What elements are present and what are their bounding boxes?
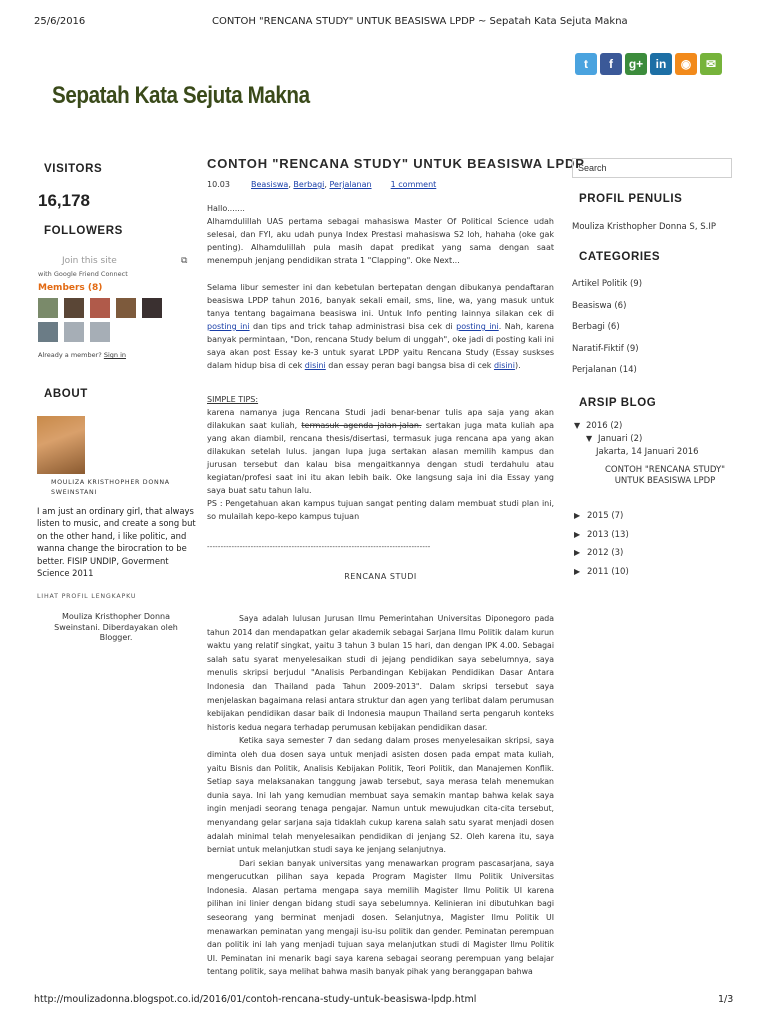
- category-item[interactable]: Beasiswa (6): [572, 300, 627, 311]
- profile-link[interactable]: LIHAT PROFIL LENGKAPKU: [37, 593, 137, 600]
- googleplus-icon[interactable]: g+: [625, 53, 647, 75]
- simple-tips: [207, 393, 554, 523]
- essay-title: RENCANA STUDI: [344, 572, 417, 581]
- post-paragraph: Selama libur semester ini dan kebetulan bertepatan dengan dibukanya pendaftaran beasiswa LPDP tahun 2016, banyak sekali email, sms, line, wa, yang masuk untuk tanya tentang bagaimana beasiswa ini. Untuk Info penting lainnya silakan cek di posting ini dan tips and trick tahap administrasi bisa cek di posting ini. Nah, karena banyak permintaan, "Don, rencana Study belum di unggah", oke jadi di posting kali ini saya akan post Essay ke-3 untuk syarat LPDP yaitu Rencana Study (Essay suskses dalam hidup bisa di cek disini dan essay peran bagi bangsa bisa di cek disini).: [207, 283, 555, 370]
- member-avatar[interactable]: [142, 298, 162, 318]
- post-paragraph: Alhamdulillah UAS pertama sebagai mahasiswa Master Of Political Science udah selesai, dan FYI, aku udah punya Index Prestasi mahasiswa S2 loh, hahaha (oke gak penting). Alhamdulillah pula masih dapat predikat yang sama dengan saat menempuh jenjang pendidikan strata 1 "Clapping". Oke Next...: [207, 217, 554, 265]
- profile-name[interactable]: Mouliza Kristhopher Donna S, S.IP: [572, 222, 716, 232]
- archive-post-link[interactable]: CONTOH "RENCANA STUDY" UNTUK BEASISWA LPDP: [604, 465, 726, 486]
- post-intro: [207, 202, 554, 267]
- disini-link[interactable]: disini: [304, 361, 326, 370]
- category-item[interactable]: Perjalanan (14): [572, 365, 637, 375]
- member-avatar[interactable]: [64, 322, 84, 342]
- comments-link[interactable]: 1 comment: [390, 180, 437, 189]
- search-input[interactable]: [572, 158, 732, 178]
- facebook-icon[interactable]: f: [600, 53, 622, 75]
- essay-paragraph: Saya adalah lulusan Jurusan Ilmu Pemerintahan Universitas Diponegoro pada tahun 2014 dan mendapatkan gelar akademik sebagai Sarjana Ilmu Politik dalam kurun waktu yang relatif singkat, yaitu 3 tahun 3 bulan 15 hari, dan dengan IPK 4.00. Sebagai salah satu syarat menyelesaikan studi di jejang pendidikan saya sebelumnya, saya menulis skripsi berjudul "Analisis Perbandingan Kebijakan Pendidikan Dasar Antara Indonesia dan Thailand pada Tahun 2009-2013". Dalam skripsi tersebut saya menjelaskan bagaimana relasi antara struktur dan agen yang terlibat dalam perumusan kebijakan pendidikan dasar baik di Indonesia maupun Thailand serta pengaruh konteks historis kedua negara terhadap perumusan kebijakan pendidikan dasar.: [207, 614, 554, 732]
- members-label[interactable]: Members (8): [38, 283, 103, 293]
- essay-paragraph: Dari sekian banyak universitas yang menawarkan program pascasarjana, saya mengerucutkan pilihan saya kepada Program Magister Ilmu Politik Universitas Indonesia. Alasan pertama mengapa saya memilih Magister Ilmu Politik UI karena pilihan ini linier dengan bidang studi saya sebelumnya. Kelinieran ini dibutuhkan bagi seseorang yang berminat menjadi dosen. Selanjutnya, Magister Ilmu Politik UI menawarkan peminatan yang mengaji isu-isu politik dan gender. Peminatan perempuan dan politik ini lah yang menjadi tujuan saya melanjutkan studi di Magister Ilmu Politik UI. Peminatan ini menarik bagi saya karena sebagai seorang perempuan yang belajar tentang politik, saya melihat bahwa masih banyak pihak yang beranggapan bahwa: [207, 858, 554, 977]
- followers-heading: FOLLOWERS: [44, 225, 123, 237]
- archive-year[interactable]: ▶ 2013 (13): [574, 529, 629, 540]
- post-hallo: Hallo.......: [207, 204, 245, 213]
- categories-list: [572, 279, 642, 387]
- ps-text: PS : Pengetahuan akan kampus tujuan sangat penting dalam membuat studi plan ini, so mulailah kepo-kepo kampus tujuan: [207, 499, 554, 521]
- collapsed-triangle-icon[interactable]: ▶: [574, 548, 581, 557]
- already-member-text: Already a member?: [38, 351, 102, 359]
- category-item[interactable]: Artikel Politik (9): [572, 279, 643, 289]
- essay-body: [207, 612, 554, 979]
- visitors-heading: VISITORS: [44, 163, 103, 175]
- profile-heading: PROFIL PENULIS: [579, 193, 683, 205]
- member-avatar[interactable]: [90, 322, 110, 342]
- label-link-beasiswa[interactable]: Beasiswa: [251, 180, 289, 189]
- category-item[interactable]: Berbagi (6): [572, 322, 620, 332]
- disini-link[interactable]: disini: [493, 361, 515, 370]
- external-link-icon[interactable]: ⧉: [181, 256, 188, 266]
- collapsed-triangle-icon[interactable]: ▶: [574, 511, 581, 520]
- collapsed-triangle-icon[interactable]: ▶: [574, 529, 581, 539]
- label-link-berbagi[interactable]: Berbagi: [293, 180, 325, 189]
- collapsed-triangle-icon[interactable]: ▶: [574, 566, 581, 576]
- essay-paragraph: Ketika saya semester 7 dan sedang dalam proses menyelesaikan skripsi, saya diminta oleh dua dosen saya untuk menjadi asisten dosen pada empat mata kuliah, yaitu Bisnis dan Politik, Analisis Kebijakan Politik, Teori Politik, dan Manajemen Konflik. Setiap saya melaksanakan tanggung jawab tersebut, saya merasa telah menemukan dunia saya. Ini lah yang kemudian membuat saya semakin mantap bahwa kelak saya ingin menjadi seorang tenaga pengajar. Namun untuk mewujudkan cita-cita tersebut, menyandang gelar sarjana saja tidaklah cukup karena salah satu syarat menjadi dosen adalah minimal telah menyelesaikan pendidikan di jenjang S2. Oleh karena itu, saya berniat untuk melanjutkan studi saya ke jenjang selanjutnya.: [207, 736, 554, 855]
- powered-by: Mouliza Kristhopher Donna Sweinstani. Diberdayakan oleh Blogger.: [54, 612, 178, 642]
- twitter-icon[interactable]: t: [575, 53, 597, 75]
- post-meta: 10.03 Beasiswa, Berbagi, Perjalanan 1 comment: [207, 180, 437, 189]
- member-avatar[interactable]: [64, 298, 84, 318]
- label-link-perjalanan[interactable]: Perjalanan: [329, 180, 372, 189]
- sign-in-link[interactable]: Sign in: [103, 351, 127, 359]
- post-title[interactable]: CONTOH "RENCANA STUDY" UNTUK BEASISWA LPDP: [207, 156, 585, 171]
- archive-year[interactable]: ▶ 2015 (7): [574, 511, 624, 521]
- search-label: Search: [578, 163, 607, 173]
- divider-line: ----------------------------------------------------------------------------------: [207, 543, 431, 551]
- author-name: MOULIZA KRISTHOPHER DONNA SWEINSTANI: [51, 479, 170, 496]
- expanded-triangle-icon[interactable]: ▼: [574, 421, 581, 430]
- linkedin-icon[interactable]: in: [650, 53, 672, 75]
- category-item[interactable]: Naratif-Fiktif (9): [572, 343, 639, 354]
- about-heading: ABOUT: [44, 388, 88, 400]
- print-title: CONTOH "RENCANA STUDY" UNTUK BEASISWA LPDP ~ Sepatah Kata Sejuta Makna: [212, 16, 628, 27]
- archive-month-januari[interactable]: ▼ Januari (2): [586, 434, 643, 444]
- simple-tips-heading: SIMPLE TIPS:: [207, 395, 259, 404]
- join-site-link[interactable]: Join this site: [62, 256, 117, 266]
- email-icon[interactable]: ✉: [700, 53, 722, 75]
- member-avatar[interactable]: [90, 298, 110, 318]
- posting-ini-link[interactable]: posting ini: [456, 322, 499, 331]
- member-avatar[interactable]: [38, 298, 58, 318]
- expanded-triangle-icon[interactable]: ▼: [586, 434, 593, 443]
- about-text: I am just an ordinary girl, that always listen to music, and create a song but on the other hand, i like politic, and wanna change the birocration to be better. FISIP UNDIP, Goverment Science 2011: [37, 506, 196, 579]
- tips-text: karena namanya juga Rencana Studi jadi benar-benar tulis apa saja yang akan dilakukan saat kuliah, termasuk agenda jalan-jalan. sertakan juga mata kuliah apa yang akan diambil, rencana thesis/disertasi, termasuk juga rencana apa yang akan dilakukan setelah lulus. jangan lupa juga sertakan alasan memilih kampus dan jurusan tersebut dan kalau bisa mengaitkannya dengan studi terdahulu atau kegiatan/profesi saat ini itu akan lebih baik. Oke langsung saja ini dia Essay yang saya buat satu tahun lalu.: [207, 408, 555, 495]
- categories-heading: CATEGORIES: [579, 251, 661, 263]
- followers-widget: [38, 256, 193, 359]
- archive-heading: ARSIP BLOG: [579, 397, 657, 409]
- print-url: http://moulizadonna.blogspot.co.id/2016/01/contoh-rencana-study-untuk-beasiswa-lpdp.html: [34, 994, 477, 1005]
- archive-year-2016[interactable]: ▼ 2016 (2): [574, 421, 623, 431]
- member-avatar[interactable]: [38, 322, 58, 342]
- print-date: 25/6/2016: [34, 16, 86, 27]
- join-subtext: with Google Friend Connect: [38, 270, 128, 278]
- archive-year[interactable]: ▶ 2012 (3): [574, 548, 624, 558]
- social-icons: [575, 53, 722, 75]
- print-page-number: 1/3: [718, 994, 734, 1005]
- member-avatar[interactable]: [116, 298, 136, 318]
- author-photo[interactable]: [37, 416, 85, 474]
- visitors-count: 16,178: [38, 191, 90, 210]
- rss-icon[interactable]: ◉: [675, 53, 697, 75]
- posting-ini-link[interactable]: posting ini: [207, 322, 250, 331]
- blog-title[interactable]: Sepatah Kata Sejuta Makna: [52, 82, 310, 109]
- archive-years: [574, 511, 629, 585]
- archive-date: Jakarta, 14 Januari 2016: [596, 447, 699, 457]
- post-time[interactable]: 10.03: [207, 180, 230, 189]
- archive-year[interactable]: ▶ 2011 (10): [574, 566, 629, 577]
